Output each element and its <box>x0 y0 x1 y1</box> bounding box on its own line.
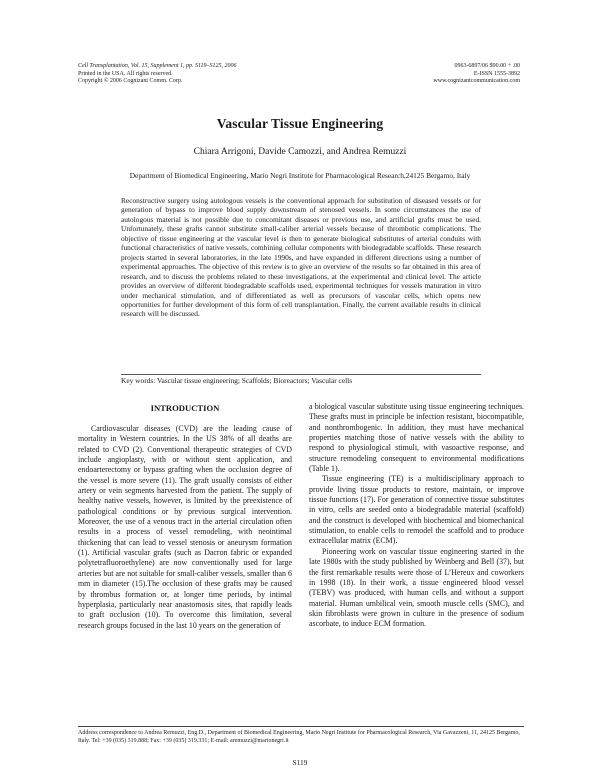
footnote-divider <box>78 726 524 727</box>
paragraph: Tissue engineering (TE) is a multidisciplinary approach to provide living tissue products to restore, maintain, or improve tissue functions (17). For generation of connective tissue substitutes in vitro, cells are seeded onto a biodegradable material (scaffold) and the construct is developed with biochemical and biomechanical stimulation, to enable cells to remodel the scaffold and to produce extracellular matrix (ECM). <box>309 474 524 546</box>
journal-header-right <box>320 63 520 86</box>
publisher-website: www.cognizantcommunication.com <box>433 78 520 84</box>
left-column <box>78 402 292 631</box>
copyright-notice: Copyright © 2006 Cognizant Comm. Corp. <box>78 78 183 84</box>
paragraph: Pioneering work on vascular tissue engineering started in the late 1980s with the study published by Weinberg and Bell (37), but the first remarkable results were those of L’Hereux and coworkers in 1998 (18). In their work, a tissue engineered blood vessel (TEBV) was produced, with human cells and without a support material. Human umbilical vein, smooth muscle cells (SMC), and skin fibroblasts were grown in culture in the presence of sodium ascorbate, to induce ECM formation. <box>309 546 524 629</box>
journal-header-left <box>78 63 338 86</box>
eissn: E-ISSN 1555-3892 <box>473 70 520 77</box>
printed-notice: Printed in the USA. All rights reserved. <box>78 70 173 77</box>
section-heading-introduction: INTRODUCTION <box>150 403 220 413</box>
author-list: Chiara Arrigoni, Davide Camozzi, and Andrea Remuzzi <box>193 147 407 157</box>
paper-title: Vascular Tissue Engineering <box>216 116 384 131</box>
page-number: S119 <box>292 758 308 767</box>
paragraph: Cardiovascular diseases (CVD) are the leading cause of mortality in Western countries. In the US 38% of all deaths are related to CVD (2). Conventional therapeutic strategies of CVD include angioplasty, with or without stent application, and endoarterectomy or bypass grafting when the occlusion degree of the vessel is more severe (11). The graft usually consists of either artery or vein segments harvested from the patient. The supply of healthy native vessels, however, is limited by the preexistence of pathological conditions or by previous surgical intervention. Moreover, the use of a venous tract in the arterial circulation often results in a process of vessel remodeling, with neointimal thickening that can lead to vessel stenosis or aneurysm formation (1). Artificial vascular grafts (such as Dacron fabric or expanded polytetrafluoroethylene) are now conventionally used for large arteries but are not suitable for small-caliber vessels, smaller than 6 mm in diameter (15).The occlusion of these grafts may be caused by thrombus formation or, at longer time periods, by intimal hyperplasia, particularly near anastomosis sites, that rapidly leads to graft occlusion (10). To overcome this limitation, several research groups focused in the last 10 years on the generation of <box>78 424 292 630</box>
paragraph: a biological vascular substitute using tissue engineering techniques. These grafts must in principle be infection resistant, biocompatible, and nonthrombogenic. In addition, they must have mechanical properties matching those of native vessels with the ability to respond to physiological stimuli, with vasoactive response, and structure remodeling consequent to environmental modifications (Table 1). <box>309 402 524 474</box>
correspondence-footnote: Address correspondence to Andrea Remuzzi, Eng.D., Department of Biomedical Engineering, Mario Negri Institute for Pharmacological Research, Via Gavazzeni, 11, 24125 Bergamo, Italy. Tel: +39 (035) 319.888; Fax: +39 (035) 319.331; E-mail: aremuzzi@marionegri.it <box>78 730 520 744</box>
keywords: Key words: Vascular tissue engineering; Scaffolds; Bioreactors; Vascular cells <box>121 376 353 385</box>
issn: 0963-6897/06 $90.00 + .00 <box>454 63 520 69</box>
affiliation: Department of Biomedical Engineering, Mario Negri Institute for Pharmacological Research,24125 Bergamo, Italy <box>129 171 471 180</box>
journal-citation: Cell Transplantation, Vol. 15, Supplement 1, pp. S119–S125, 2006 <box>78 63 237 69</box>
keywords-divider <box>121 374 481 375</box>
right-column <box>309 402 524 630</box>
abstract: Reconstructive surgery using autologous vessels is the conventional approach for substitution of diseased vessels or for generation of bypass to improve blood supply downstream of stenosed vessels. In some circumstances the use of autologous material is not possible due to concomitant diseases or previous use, and artificial grafts must be used. Unfortunately, these grafts cannot substitute small-caliber arterial vessels because of thrombotic complications. The objective of tissue engineering at the vascular level is then to generate biological substitutes of arterial conduits with functional characteristics of native vessels, combining cellular components with biodegradable scaffolds. These research projects started in several laboratories, in the late 1990s, and have expanded in different directions using a number of experimental approaches. The objective of this review is to give an overview of the results so far obtained in this area of research, and to discuss the problems related to these investigations, at the experimental and clinical level. The article provides an overview of different biodegradable scaffolds used, experimental techniques for vessels maturation in vitro under mechanical stimulation, and of differentiated as well as precursors of vascular cells, which opens new opportunities for further development of this form of cell transplantation. Finally, the current available results in clinical research will be discussed. <box>121 196 481 319</box>
